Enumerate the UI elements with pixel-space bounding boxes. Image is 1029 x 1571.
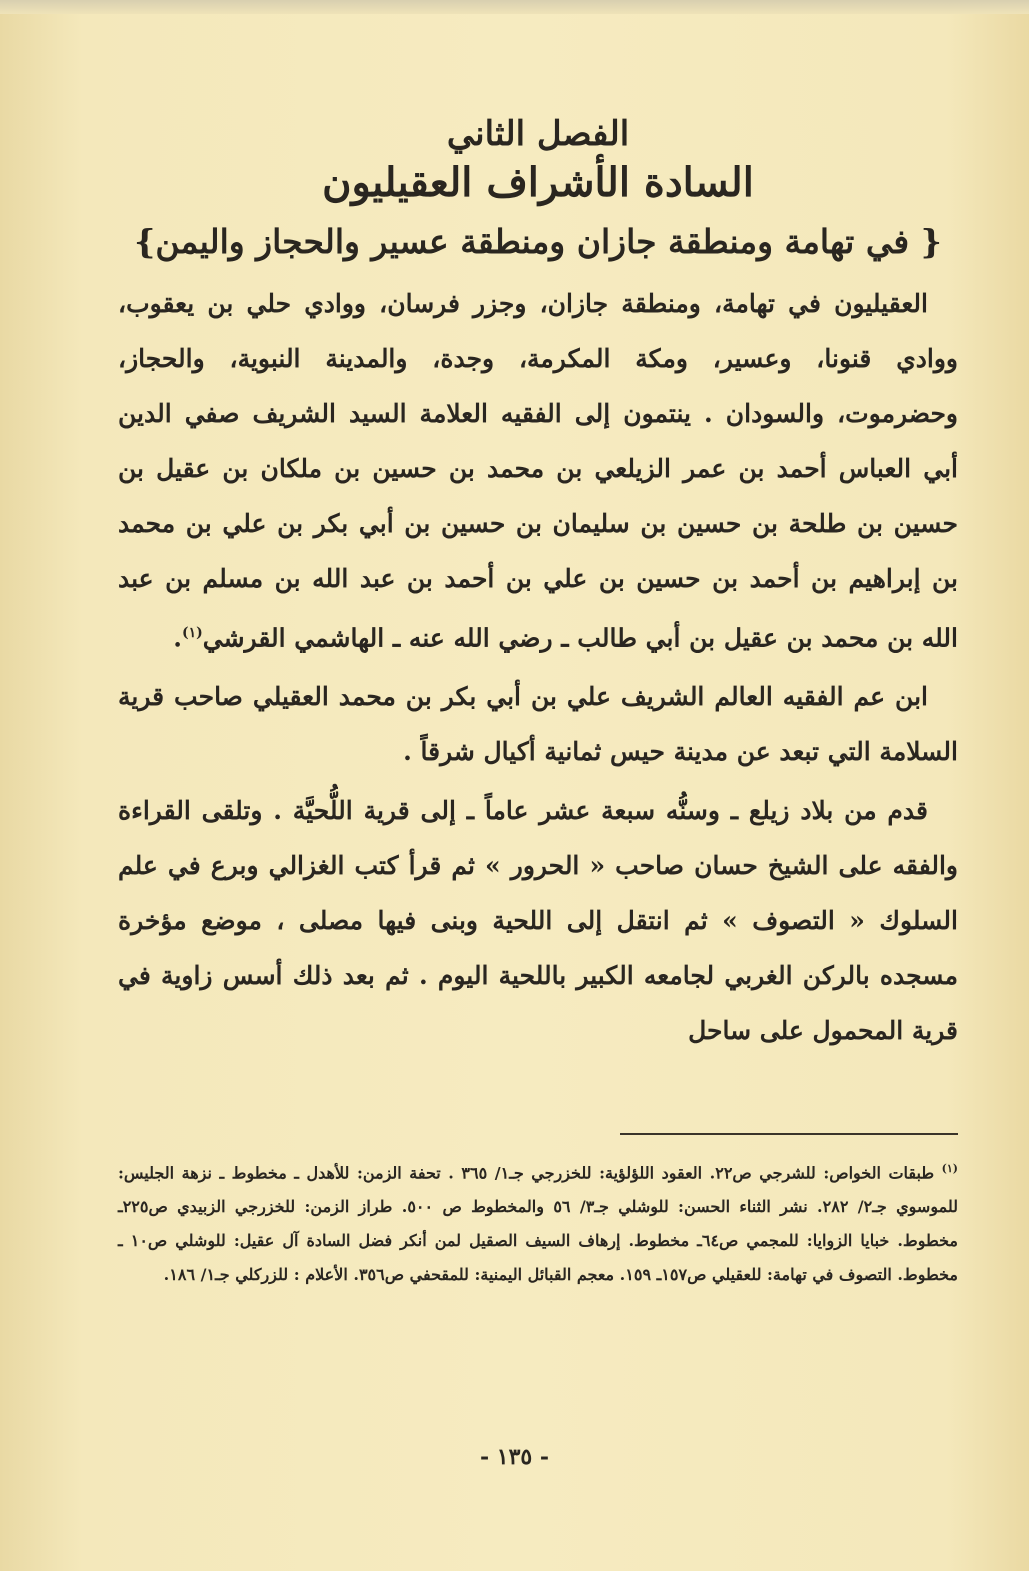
- paragraph-cousin: ابن عم الفقيه العالم الشريف علي بن أبي بكر بن محمد العقيلي صاحب قرية السلامة التي تبعد عن مدينة حيس ثمانية أكيال شرقاً .: [118, 682, 958, 767]
- footnote-text: طبقات الخواص: للشرجي ص٢٢. العقود اللؤلؤية: للخزرجي جـ١/ ٣٦٥ . تحفة الزمن: للأهدل ـ مخطوط ـ نزهة الجليس: للموسوي جـ٢/ ٢٨٢. نشر الثناء الحسن: للوشلي جـ٣/ ٥٦ والمخطوط ص ٥٠٠. طراز الزمن: للخزرجي الزبيدي ص٢٢٥ـ مخطوط. خبايا الزوايا: للمجمي ص٦٤ـ مخطوط. إرهاف السيف الصقيل لمن أنكر فضل السادة آل عقيل: للوشلي ص١٠ ـ مخطوط. التصوف في تهامة: للعقيلي ص١٥٧ـ ١٥٩. معجم القبائل اليمنية: للمقحفي ص٣٥٦. الأعلام : للزركلي جـ١/ ١٨٦.: [118, 1163, 959, 1285]
- paragraph-lineage-text: العقيليون في تهامة، ومنطقة جازان، وجزر فرسان، ووادي حلي بن يعقوب، ووادي قنونا، وعسير، ومكة المكرمة، وجدة، والمدينة النبوية، والحجاز، وحضرموت، والسودان . ينتمون إلى الفقيه العلامة السيد الشريف صفي الدين أبي العباس أحمد بن عمر الزيلعي بن محمد بن حسين بن ملكان بن عقيل بن حسين بن طلحة بن حسين بن سليمان بن حسين بن أبي بكر بن علي بن محمد بن إبراهيم بن أحمد بن حسين بن علي بن أحمد بن عبد الله بن مسلم بن عبد الله بن محمد بن عقيل بن أبي طالب ـ رضي الله عنه ـ الهاشمي القرشي: [118, 289, 958, 653]
- footnotes-block: [118, 1152, 958, 1292]
- paragraph-arrival: قدم من بلاد زيلع ـ وسنُّه سبعة عشر عاماً ـ إلى قرية اللُّحيَّة . وتلقى القراءة والفقه على الشيخ حسان صاحب « الحرور » ثم قرأ كتب الغزالي وبرع في علم السلوك « التصوف » ثم انتقل إلى اللحية وبنى فيها مصلى ، موضع مؤخرة مسجده بالركن الغربي لجامعه الكبير باللحية اليوم . ثم بعد ذلك أسس زاوية في قرية المحمول على ساحل: [118, 796, 958, 1046]
- paragraph-lineage: [118, 276, 958, 665]
- page-top-edge: [0, 0, 1029, 14]
- footnote-divider: [620, 1133, 958, 1135]
- footnote-reference: (١): [181, 625, 203, 641]
- main-text-block: [118, 112, 958, 1058]
- page-number: - ١٣٥ -: [479, 1444, 550, 1470]
- footnote-mark: (١): [941, 1162, 958, 1175]
- region-heading: { في تهامة ومنطقة جازان ومنطقة عسير والحجاز واليمن}: [134, 222, 942, 261]
- paragraph-lineage-end: .: [173, 623, 182, 653]
- chapter-subtitle: السادة الأشراف العقيليون: [322, 159, 754, 206]
- chapter-title: الفصل الثاني: [446, 114, 630, 154]
